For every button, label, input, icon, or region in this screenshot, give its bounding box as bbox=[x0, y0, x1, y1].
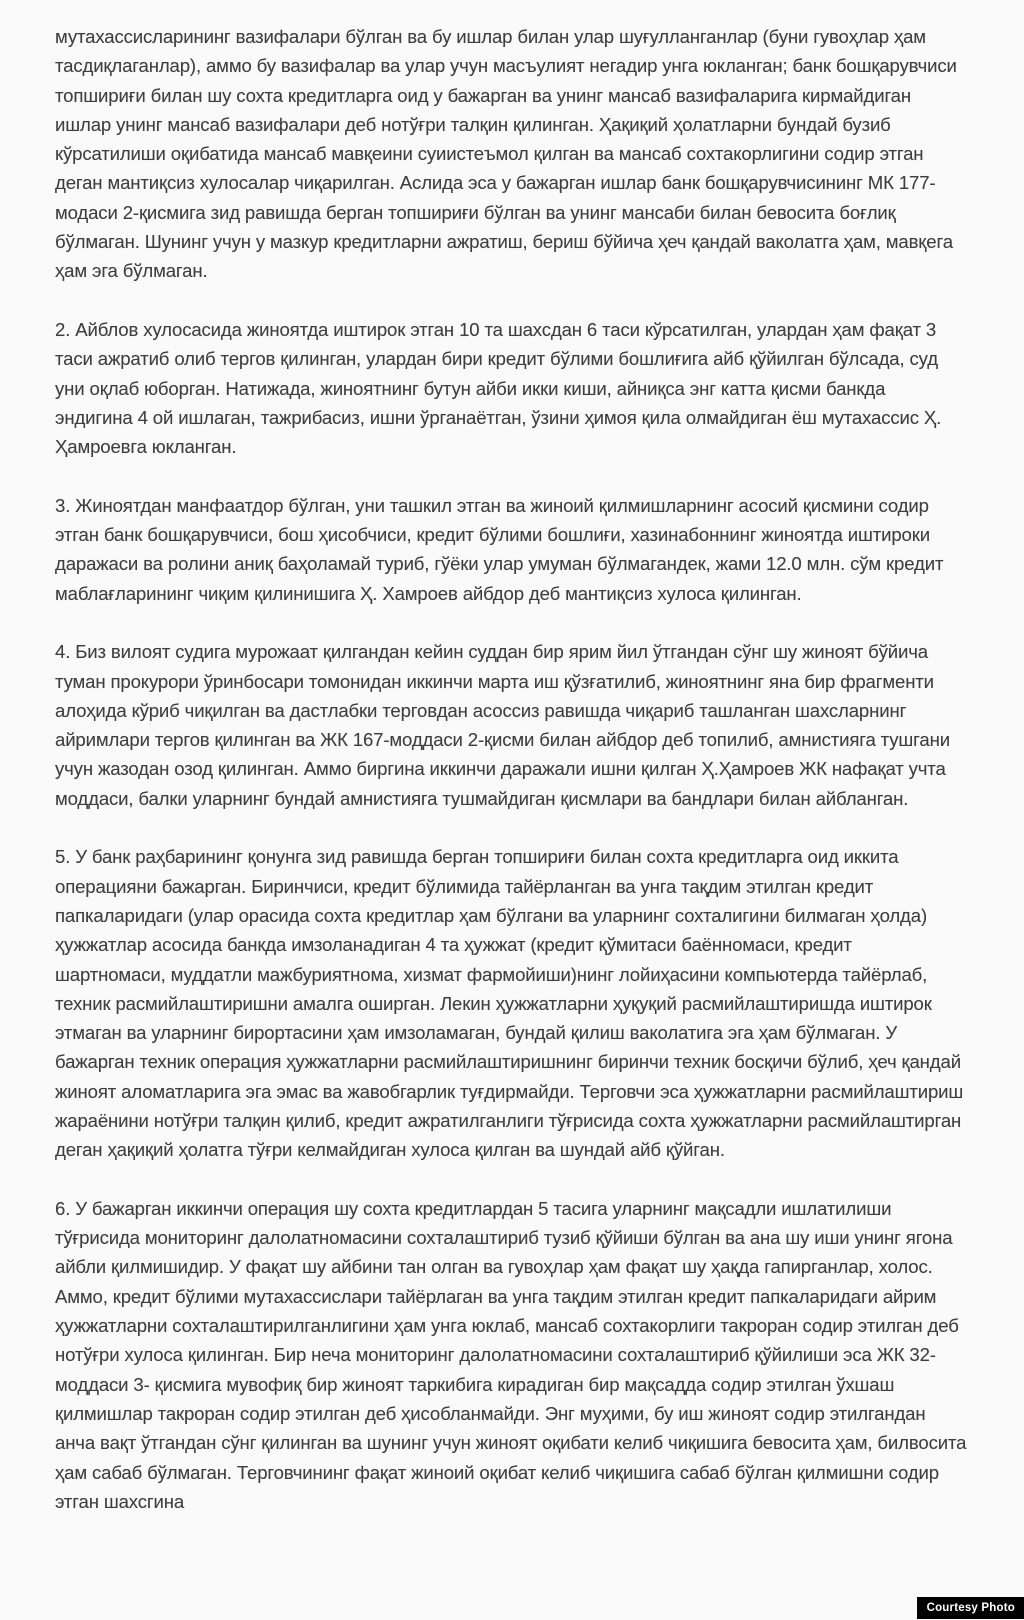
courtesy-photo-watermark: Courtesy Photo bbox=[917, 1597, 1024, 1619]
paragraph-6: 6. У бажарган иккинчи операция шу сохта кредитлардан 5 тасига уларнинг мақсадли ишлатилиши тўғрисида мониторинг далолатномасини сохталаштириб тузиб қўйиши бўлган ва ана шу иши унинг ягона айбли қилмишидир. У фақат шу айбини тан олган ва гувоҳлар ҳам фақат шу ҳақда гапирганлар, холос. Аммо, кредит бўлими мутахассислари тайёрлаган ва унга тақдим этилган кредит папкаларидаги айрим ҳужжатларни сохталаштирилганлигини ҳам унга юклаб, мансаб сохтакорлиги такроран содир этилган деб нотўғри хулоса қилинган. Бир неча мониторинг далолатномасини сохталаштириб қўйилиши эса ЖК 32-моддаси 3- қисмига мувофиқ бир жиноят таркибига кирадиган бир мақсадда содир этилган ўхшаш қилмишлар такроран содир этилган деб ҳисобланмайди. Энг муҳими, бу иш жиноят содир этилгандан анча вақт ўтгандан сўнг қилинган ва шунинг учун жиноят оқибати келиб чиқишига бевосита ҳам, билвосита ҳам сабаб бўлмаган. Терговчининг фақат жиноий оқибат келиб чиқишига сабаб бўлган қилмишни содир этган шахсгина bbox=[55, 1197, 967, 1512]
paragraph-4: 4. Биз вилоят судига мурожаат қилгандан кейин суддан бир ярим йил ўтгандан сўнг шу жиноят бўйича туман прокурори ўринбосари томонидан иккинчи марта иш қўзғатилиб, жиноятнинг яна бир фрагменти алоҳида кўриб чиқилган ва дастлабки терговдан асоссиз равишда чиқариб ташланган шахсларнинг айримлари тергов қилинган ва ЖК 167-моддаси 2-қисми билан айбдор деб топилиб, амнистияга тушгани учун жазодан озод қилинган. Аммо биргина иккинчи даражали ишни қилган Ҳ.Ҳамроев ЖК нафақат учта моддаси, балки уларнинг бундай амнистияга тушмайдиган қисмлари ва бандлари билан айбланган. bbox=[55, 641, 950, 809]
paragraph-3: 3. Жиноятдан манфаатдор бўлган, уни ташкил этган ва жиноий қилмишларнинг асосий қисмини содир этган банк бошқарувчиси, бош ҳисобчиси, кредит бўлими бошлиғи, хазинабоннинг жиноятда иштироки даражаси ва ролини аниқ баҳоламай туриб, гўёки улар умуман бўлмагандек, жами 12.0 млн. сўм кредит маблағларининг чиқим қилинишига Ҳ. Хамроев айбдор деб мантиқсиз хулоса қилинган. bbox=[55, 494, 944, 604]
document-text-block bbox=[55, 22, 967, 1516]
paragraph-2: 2. Айблов хулосасида жиноятда иштирок этган 10 та шахсдан 6 таси кўрсатилган, улардан ҳам фақат 3 таси ажратиб олиб тергов қилинган, улардан бири кредит бўлими бошлиғига айб қўйилган бўлсада, суд уни оқлаб юборган. Натижада, жиноятнинг бутун айби икки киши, айниқса энг катта қисми банкда эндигина 4 ой ишлаган, тажрибасиз, ишни ўрганаётган, ўзини ҳимоя қила олмайдиган ёш мутахассис Ҳ. Ҳамроевга юкланган. bbox=[55, 318, 942, 458]
paragraph-1-continuation: мутахассисларининг вазифалари бўлган ва бу ишлар билан улар шуғулланганлар (буни гувоҳлар ҳам тасдиқлаганлар), аммо бу вазифалар ва улар учун масъулият негадир унга юкланган; банк бошқарувчиси топшириғи билан шу сохта кредитларга оид у бажарган ва унинг мансаб вазифаларига кирмайдиган ишлар унинг мансаб вазифалари деб нотўғри талқин қилинган. Ҳақиқий ҳолатларни бундай бузиб кўрсатилиши оқибатида мансаб мавқеини суиистеъмол қилган ва мансаб сохтакорлигини содир этган деган мантиқсиз хулосалар чиқарилган. Аслида эса у бажарган ишлар банк бошқарувчисининг МК 177-модаси 2-қисмига зид равишда берган топшириғи бўлган ва унинг мансаби билан бевосита боғлиқ бўлмаган. Шунинг учун у мазкур кредитларни ажратиш, бериш бўйича ҳеч қандай ваколатга ҳам, мавқега ҳам эга бўлмаган. bbox=[55, 26, 957, 282]
paragraph-5: 5. У банк раҳбарининг қонунга зид равишда берган топшириғи билан сохта кредитларга оид иккита операцияни бажарган. Биринчиси, кредит бўлимида тайёрланган ва унга тақдим этилган кредит папкаларидаги (улар орасида сохта кредитлар ҳам бўлгани ва уларнинг сохталигини билмаган ҳолда) ҳужжатлар асосида банкда имзоланадиган 4 та ҳужжат (кредит қўмитаси баённомаси, кредит шартномаси, муддатли мажбуриятнома, хизмат фармойиши)нинг лойиҳасини компьютерда тайёрлаб, техник расмийлаштиришни амалга оширган. Лекин ҳужжатларни ҳуқуқий расмийлаштиришда иштирок этмаган ва уларнинг бирортасини ҳам имзоламаган, бундай қилиш ваколатига эга ҳам бўлмаган. У бажарган техник операция ҳужжатларни расмийлаштиришнинг биринчи техник босқичи бўлиб, ҳеч қандай жиноят аломатларига эга эмас ва жавобгарлик туғдирмайди. Терговчи эса ҳужжатларни расмийлаштириш жараёнини нотўғри талқин қилиб, кредит ажратилганлиги тўғрисида сохта ҳужжатларни расмийлаштирган деган ҳақиқий ҳолатга тўғри келмайдиган хулоса қилган ва шундай айб қўйган. bbox=[55, 846, 964, 1161]
